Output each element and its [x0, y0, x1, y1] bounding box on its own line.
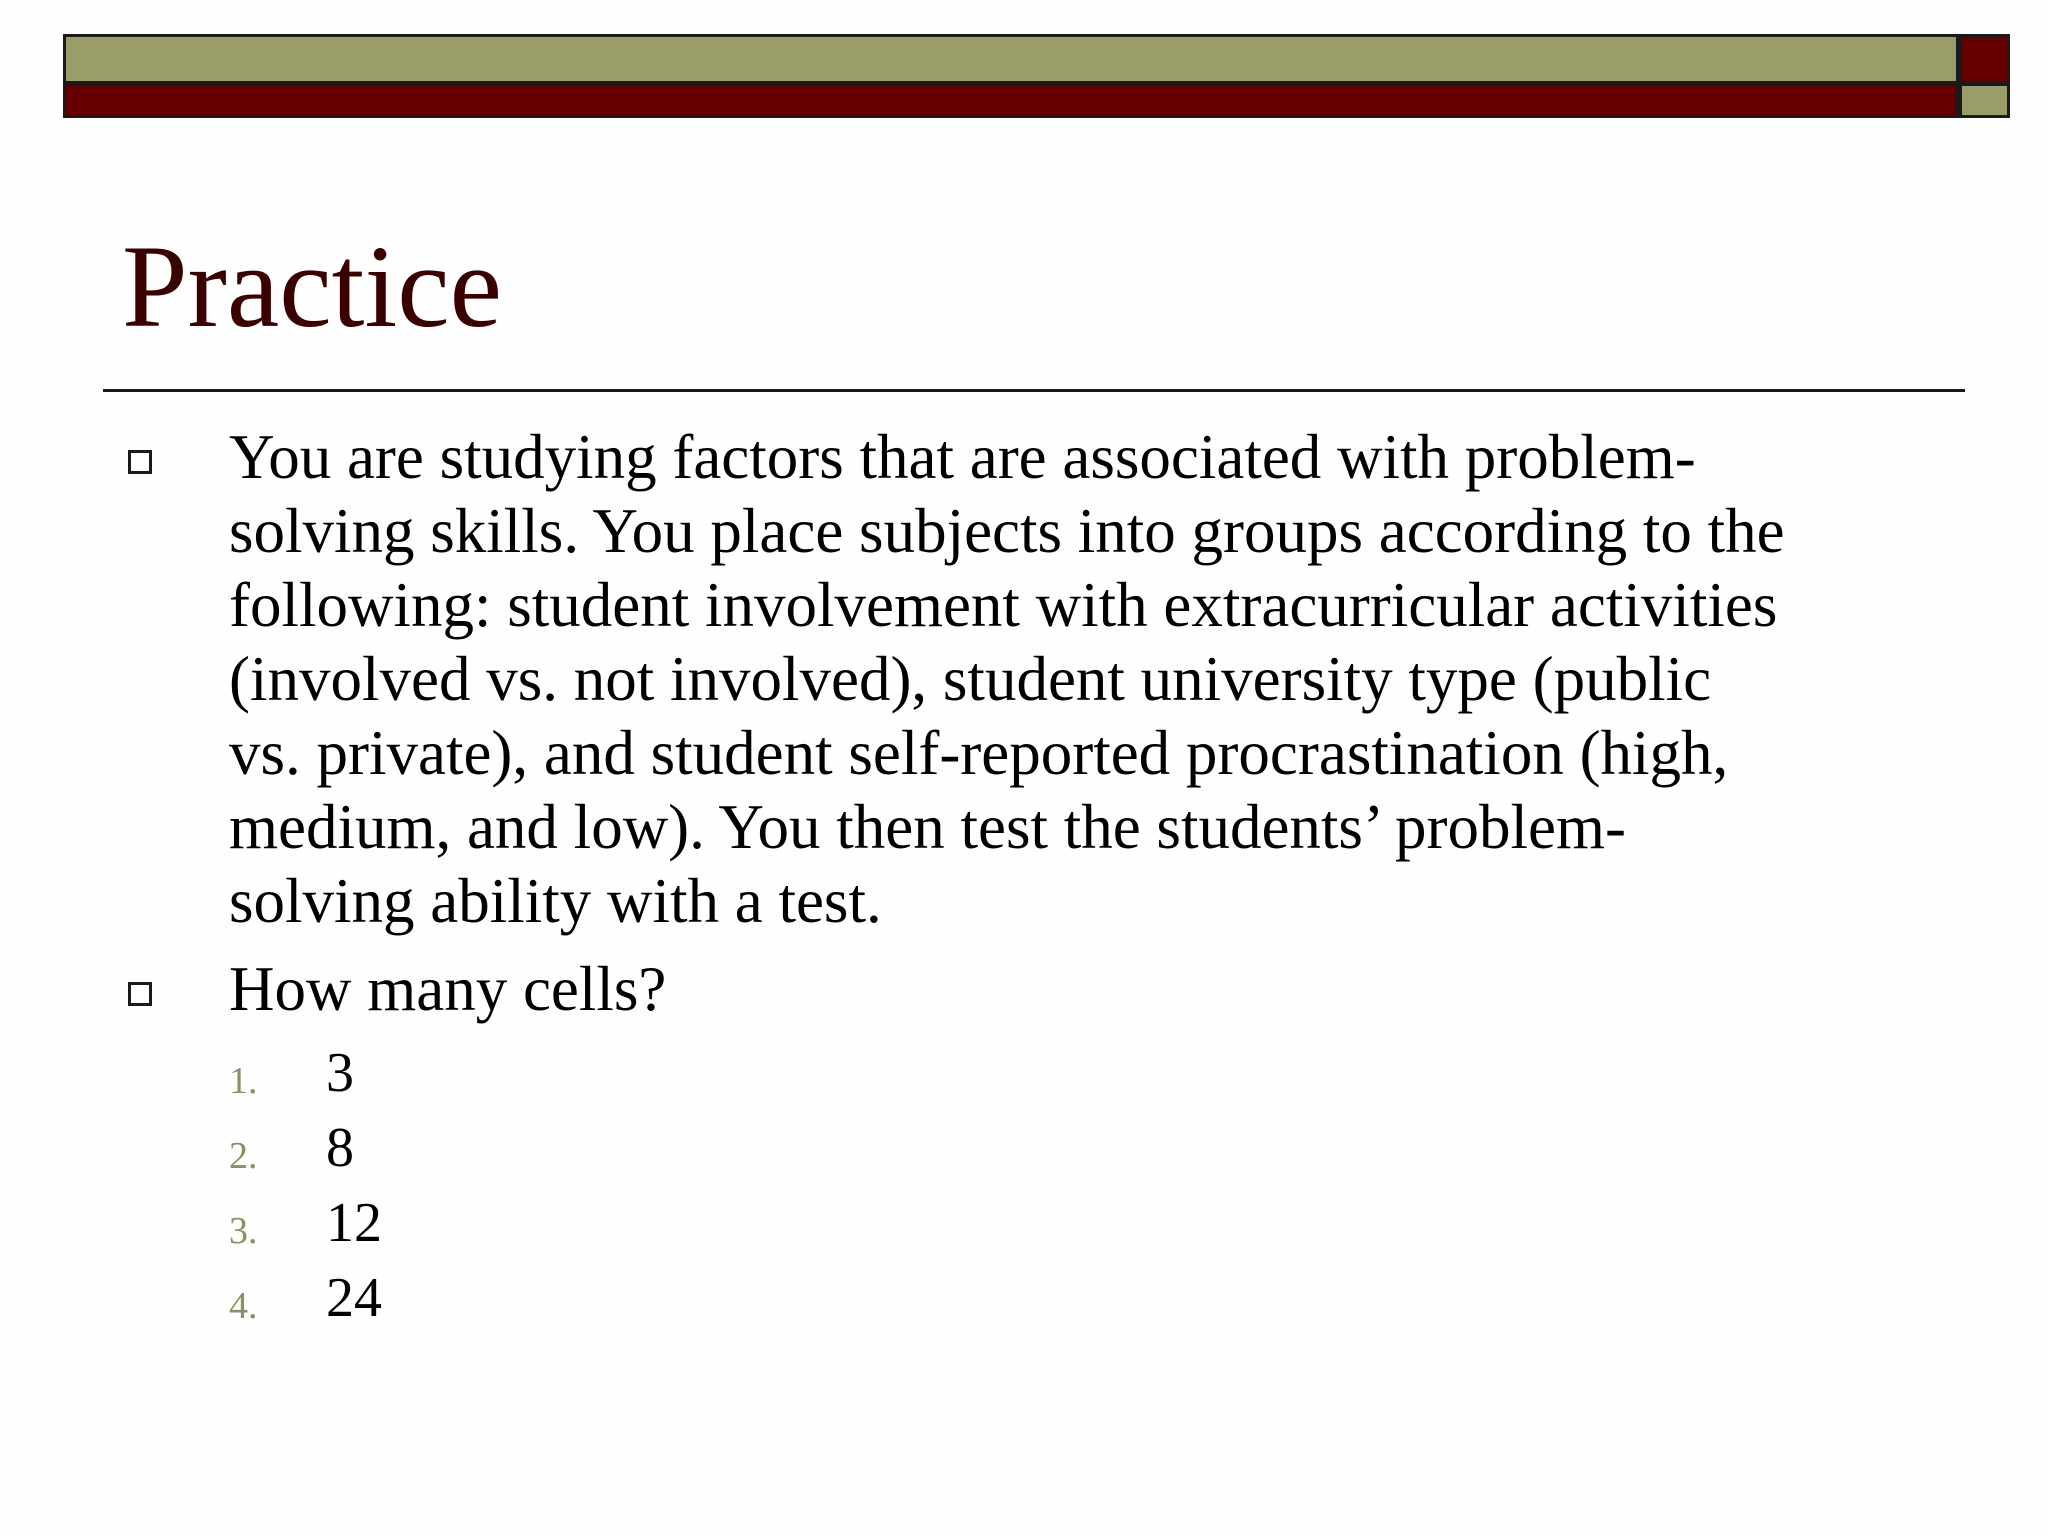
header-corner-square-top	[1959, 34, 2010, 84]
paragraph-line: solving skills. You place subjects into groups according to the	[229, 496, 1785, 566]
option-value: 3	[326, 1042, 354, 1104]
header-bar-olive	[63, 34, 1959, 84]
header-bar-maroon	[63, 84, 1959, 118]
option-value: 12	[326, 1192, 382, 1254]
paragraph-line: medium, and low). You then test the students’ problem-	[229, 792, 1626, 862]
question-prompt: How many cells?	[229, 954, 667, 1024]
paragraph-line: (involved vs. not involved), student university type (public	[229, 644, 1712, 714]
square-bullet-icon	[128, 450, 152, 474]
paragraph-line: following: student involvement with extracurricular activities	[229, 570, 1778, 640]
square-bullet-icon	[128, 982, 152, 1006]
option-value: 8	[326, 1117, 354, 1179]
option-number: 4.	[229, 1285, 258, 1327]
option-value: 24	[326, 1267, 382, 1329]
option-number: 2.	[229, 1135, 258, 1177]
header-corner-square-bottom	[1959, 84, 2010, 118]
paragraph-line: vs. private), and student self-reported procrastination (high,	[229, 718, 1729, 788]
question-paragraph	[229, 420, 1949, 938]
slide-title: Practice	[122, 221, 502, 352]
paragraph-line: solving ability with a test.	[229, 866, 882, 936]
paragraph-line: You are studying factors that are associated with problem-	[229, 422, 1696, 492]
option-number: 3.	[229, 1210, 258, 1252]
option-number: 1.	[229, 1060, 258, 1102]
title-divider	[103, 389, 1965, 392]
